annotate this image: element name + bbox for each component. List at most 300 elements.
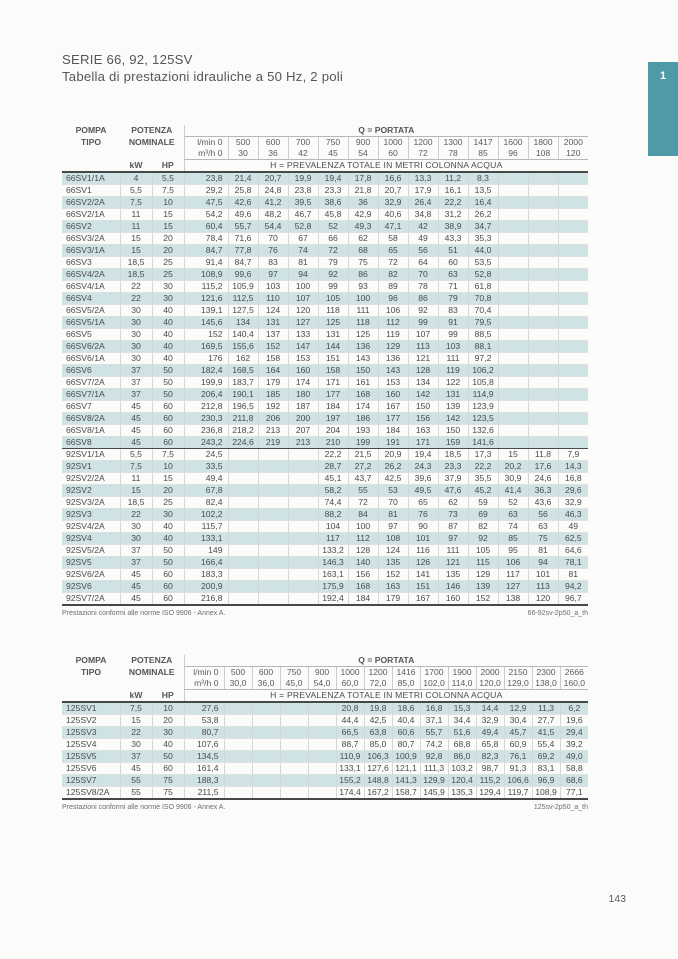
hp-cell: 20 [152, 233, 184, 245]
table-row [62, 413, 588, 425]
head-value-cell: 44,4 [336, 715, 364, 727]
col-header-hp: HP [152, 690, 184, 703]
head-value-cell: 74,4 [318, 497, 348, 509]
head-value-cell: 24,5 [184, 449, 228, 461]
head-value-cell [288, 521, 318, 533]
pump-type-cell: 66SV5/1A [62, 317, 120, 329]
head-value-cell [558, 353, 588, 365]
hp-cell: 50 [152, 365, 184, 377]
flow-lmin-header: 600 [252, 667, 280, 679]
head-value-cell: 64,6 [558, 545, 588, 557]
col-header-tipo: TIPO [80, 136, 102, 147]
head-value-cell: 159 [438, 437, 468, 449]
head-value-cell [558, 257, 588, 269]
head-value-cell: 65 [408, 497, 438, 509]
head-value-cell: 168 [348, 389, 378, 401]
head-value-cell: 161 [348, 377, 378, 389]
head-value-cell: 136 [348, 341, 378, 353]
head-value-cell: 103 [438, 341, 468, 353]
flow-m3h-header: 45 [318, 148, 348, 160]
kw-cell: 18,5 [120, 497, 152, 509]
table-row [62, 485, 588, 497]
head-value-cell [498, 413, 528, 425]
head-value-cell: 192,4 [318, 593, 348, 606]
table-row [62, 727, 588, 739]
head-value-cell: 121 [408, 353, 438, 365]
head-value-cell [528, 172, 558, 185]
head-value-cell: 88,7 [336, 739, 364, 751]
head-value-cell: 60,9 [504, 739, 532, 751]
performance-table [62, 655, 588, 800]
head-value-cell: 139,1 [184, 305, 228, 317]
head-value-cell: 132,6 [468, 425, 498, 437]
head-value-cell: 100 [348, 521, 378, 533]
head-value-cell: 34,4 [448, 715, 476, 727]
table-section-66-92sv [62, 125, 588, 617]
head-value-cell: 63 [528, 521, 558, 533]
head-value-cell: 204 [318, 425, 348, 437]
head-value-cell [258, 449, 288, 461]
head-value-cell: 91 [438, 317, 468, 329]
head-value-cell: 42,9 [348, 209, 378, 221]
head-value-cell [558, 305, 588, 317]
pump-type-cell: 66SV1/1A [62, 172, 120, 185]
head-value-cell [558, 221, 588, 233]
head-value-cell [558, 413, 588, 425]
head-value-cell [498, 197, 528, 209]
head-value-cell: 71 [438, 281, 468, 293]
head-value-cell [528, 185, 558, 197]
col-header-hp: HP [152, 160, 184, 173]
head-value-cell: 137 [258, 329, 288, 341]
head-value-cell: 171 [408, 437, 438, 449]
flow-m3h-header: 30 [228, 148, 258, 160]
head-value-cell: 141,6 [468, 437, 498, 449]
head-value-cell: 106 [498, 557, 528, 569]
head-value-cell: 35,3 [468, 233, 498, 245]
head-value-cell: 23,8 [288, 185, 318, 197]
head-value-cell [498, 281, 528, 293]
kw-cell: 11 [120, 209, 152, 221]
pump-type-cell: 125SV7 [62, 775, 120, 787]
head-value-cell: 131 [318, 329, 348, 341]
hp-cell: 30 [152, 281, 184, 293]
head-value-cell: 117 [318, 533, 348, 545]
head-value-cell: 86,0 [448, 751, 476, 763]
head-value-cell: 21,8 [348, 185, 378, 197]
head-value-cell: 48,2 [258, 209, 288, 221]
head-value-cell [528, 293, 558, 305]
head-value-cell: 81 [378, 509, 408, 521]
head-value-cell [288, 581, 318, 593]
head-value-cell: 120 [288, 305, 318, 317]
header-row [62, 137, 588, 149]
head-value-cell: 119,7 [504, 787, 532, 800]
head-value-cell: 91,3 [504, 763, 532, 775]
pump-type-cell: 66SV6/2A [62, 341, 120, 353]
head-value-cell: 84 [348, 509, 378, 521]
head-value-cell: 43,6 [528, 497, 558, 509]
head-value-cell: 58,8 [560, 763, 588, 775]
head-value-cell: 119 [438, 365, 468, 377]
head-value-cell: 92 [468, 533, 498, 545]
head-value-cell: 19,4 [408, 449, 438, 461]
pump-type-cell: 125SV3 [62, 727, 120, 739]
pump-type-cell: 92SV5 [62, 557, 120, 569]
head-value-cell: 152 [184, 329, 228, 341]
head-value-cell [558, 317, 588, 329]
head-value-cell: 41,4 [498, 485, 528, 497]
head-value-cell [228, 533, 258, 545]
head-value-cell: 39,2 [560, 739, 588, 751]
pump-type-cell: 66SV5/2A [62, 305, 120, 317]
table-row [62, 533, 588, 545]
pump-type-cell: 92SV1/1A [62, 449, 120, 461]
page-title-line1: SERIE 66, 92, 125SV [62, 52, 193, 67]
head-value-cell: 60,4 [184, 221, 228, 233]
head-value-cell: 51,6 [448, 727, 476, 739]
head-value-cell: 43,3 [438, 233, 468, 245]
head-value-cell [280, 739, 308, 751]
head-value-cell [498, 209, 528, 221]
flow-lmin-header: l/min 0 [184, 667, 224, 679]
head-value-cell: 108,9 [532, 787, 560, 800]
head-value-cell: 39,5 [288, 197, 318, 209]
head-value-cell: 45,1 [318, 473, 348, 485]
head-value-cell: 47,1 [378, 221, 408, 233]
head-value-cell [498, 389, 528, 401]
head-value-cell: 62,5 [558, 533, 588, 545]
hp-cell: 10 [152, 461, 184, 473]
spacer-cell [120, 678, 184, 690]
head-value-cell [280, 763, 308, 775]
head-value-cell: 135,3 [448, 787, 476, 800]
kw-cell: 22 [120, 293, 152, 305]
hp-cell: 40 [152, 521, 184, 533]
head-value-cell: 175,9 [318, 581, 348, 593]
head-value-cell: 108,9 [184, 269, 228, 281]
kw-cell: 18,5 [120, 257, 152, 269]
hp-cell: 20 [152, 485, 184, 497]
head-value-cell: 53,8 [184, 715, 224, 727]
head-value-cell [308, 702, 336, 715]
head-value-cell [558, 377, 588, 389]
table-row [62, 197, 588, 209]
pump-type-cell: 66SV8/2A [62, 413, 120, 425]
head-value-cell [252, 775, 280, 787]
head-value-cell: 79 [318, 257, 348, 269]
head-value-cell: 86 [348, 269, 378, 281]
head-value-cell: 97,2 [468, 353, 498, 365]
head-value-cell: 158 [258, 353, 288, 365]
head-value-cell: 112 [378, 317, 408, 329]
flow-lmin-header: 1600 [498, 137, 528, 149]
head-value-cell [498, 377, 528, 389]
head-value-cell: 135 [438, 569, 468, 581]
head-value-cell: 81 [288, 257, 318, 269]
table-row [62, 365, 588, 377]
head-value-cell [258, 473, 288, 485]
head-value-cell: 89 [378, 281, 408, 293]
head-value-cell [258, 521, 288, 533]
head-value-cell: 140,4 [228, 329, 258, 341]
flow-lmin-header: 1000 [336, 667, 364, 679]
head-value-cell [228, 569, 258, 581]
head-value-cell [252, 787, 280, 800]
head-value-cell: 52 [318, 221, 348, 233]
head-value-cell: 119 [378, 329, 408, 341]
head-value-cell: 133,1 [184, 533, 228, 545]
head-value-cell: 69 [468, 509, 498, 521]
head-value-cell: 64 [408, 257, 438, 269]
head-value-cell: 179 [378, 593, 408, 606]
col-header-kw: kW [120, 690, 152, 703]
table-row [62, 172, 588, 185]
kw-cell: 30 [120, 329, 152, 341]
head-value-cell [558, 269, 588, 281]
head-value-cell: 21,4 [228, 172, 258, 185]
head-value-cell: 53 [378, 485, 408, 497]
head-value-cell: 199,9 [184, 377, 228, 389]
head-value-cell: 152 [258, 341, 288, 353]
performance-table-125sv [62, 655, 588, 800]
head-value-cell: 17,9 [408, 185, 438, 197]
head-value-cell: 177 [318, 389, 348, 401]
head-value-cell: 61,8 [468, 281, 498, 293]
head-value-cell [228, 581, 258, 593]
table-row [62, 401, 588, 413]
head-value-cell: 145,9 [420, 787, 448, 800]
table-row [62, 245, 588, 257]
head-value-cell: 104 [318, 521, 348, 533]
flow-m3h-header: 36,0 [252, 678, 280, 690]
head-value-cell: 127,5 [228, 305, 258, 317]
head-value-cell [498, 317, 528, 329]
table-row [62, 221, 588, 233]
head-value-cell: 236,8 [184, 425, 228, 437]
head-value-cell: 113 [408, 341, 438, 353]
head-value-cell: 124 [378, 545, 408, 557]
head-value-cell: 16,8 [420, 702, 448, 715]
head-value-cell: 24,6 [528, 473, 558, 485]
head-value-cell: 71,6 [228, 233, 258, 245]
head-value-cell [224, 787, 252, 800]
head-value-cell: 81 [558, 569, 588, 581]
table-row [62, 389, 588, 401]
head-value-cell: 14,4 [476, 702, 504, 715]
head-value-cell: 78,4 [184, 233, 228, 245]
head-value-cell: 95 [498, 545, 528, 557]
head-value-cell: 46,3 [558, 509, 588, 521]
head-value-cell: 117 [498, 569, 528, 581]
flow-lmin-header: 1700 [420, 667, 448, 679]
flow-m3h-header: 72,0 [364, 678, 392, 690]
head-value-cell [228, 509, 258, 521]
head-value-cell [224, 715, 252, 727]
iso-footnote: Prestazioni conformi alle norme ISO 9906 - Annex A. [62, 610, 226, 617]
prevalenza-header: H = PREVALENZA TOTALE IN METRI COLONNA ACQUA [184, 690, 588, 703]
header-row [62, 678, 588, 690]
head-value-cell [288, 557, 318, 569]
table-row [62, 329, 588, 341]
head-value-cell: 84,7 [184, 245, 228, 257]
head-value-cell: 121 [438, 557, 468, 569]
flow-lmin-header: 750 [318, 137, 348, 149]
hp-cell: 40 [152, 353, 184, 365]
portata-header: Q = PORTATA [184, 125, 588, 137]
head-value-cell: 243,2 [184, 437, 228, 449]
hp-cell: 40 [152, 305, 184, 317]
head-value-cell: 19,9 [288, 172, 318, 185]
head-value-cell: 49 [558, 521, 588, 533]
head-value-cell [528, 305, 558, 317]
flow-lmin-header: 1417 [468, 137, 498, 149]
head-value-cell: 30,9 [498, 473, 528, 485]
head-value-cell: 16,6 [378, 172, 408, 185]
head-value-cell: 163 [408, 425, 438, 437]
head-value-cell: 84,7 [228, 257, 258, 269]
head-value-cell: 167,2 [364, 787, 392, 800]
table-row [62, 281, 588, 293]
head-value-cell [498, 293, 528, 305]
head-value-cell: 82 [468, 521, 498, 533]
head-value-cell [528, 329, 558, 341]
head-value-cell: 22,2 [468, 461, 498, 473]
flow-m3h-header: 30,0 [224, 678, 252, 690]
head-value-cell [258, 557, 288, 569]
head-value-cell: 105 [318, 293, 348, 305]
head-value-cell: 171 [318, 377, 348, 389]
head-value-cell: 115 [468, 557, 498, 569]
head-value-cell: 27,7 [532, 715, 560, 727]
head-value-cell: 118 [318, 305, 348, 317]
spacer-cell [120, 148, 184, 160]
head-value-cell: 94 [528, 557, 558, 569]
head-value-cell: 87 [438, 521, 468, 533]
head-value-cell: 163,1 [318, 569, 348, 581]
head-value-cell: 47,5 [184, 197, 228, 209]
head-value-cell: 183,7 [228, 377, 258, 389]
head-value-cell: 39,6 [408, 473, 438, 485]
head-value-cell [252, 727, 280, 739]
page-title-line2: Tabella di prestazioni idrauliche a 50 Hz, 2 poli [62, 68, 344, 84]
flow-m3h-header: 96 [498, 148, 528, 160]
head-value-cell: 36,3 [528, 485, 558, 497]
head-value-cell: 59 [468, 497, 498, 509]
head-value-cell: 147 [288, 341, 318, 353]
head-value-cell: 152 [378, 569, 408, 581]
head-value-cell: 22,2 [438, 197, 468, 209]
hp-cell: 40 [152, 533, 184, 545]
head-value-cell: 82 [378, 269, 408, 281]
head-value-cell: 70 [378, 497, 408, 509]
head-value-cell: 105,8 [468, 377, 498, 389]
table-row [62, 461, 588, 473]
hp-cell: 75 [152, 775, 184, 787]
head-value-cell: 13,5 [468, 185, 498, 197]
kw-cell: 37 [120, 377, 152, 389]
pump-type-cell: 92SV7/2A [62, 593, 120, 606]
head-value-cell: 174 [348, 401, 378, 413]
head-value-cell: 12,9 [504, 702, 532, 715]
page-number: 143 [608, 893, 626, 905]
head-value-cell: 94,2 [558, 581, 588, 593]
pump-type-cell: 92SV2/2A [62, 473, 120, 485]
head-value-cell: 151 [318, 353, 348, 365]
hp-cell: 7,5 [152, 449, 184, 461]
table-row [62, 787, 588, 800]
head-value-cell [528, 353, 558, 365]
pump-type-cell: 66SV4 [62, 293, 120, 305]
head-value-cell: 74 [288, 245, 318, 257]
head-value-cell: 20,9 [378, 449, 408, 461]
head-value-cell: 149 [184, 545, 228, 557]
pump-type-cell: 66SV8 [62, 437, 120, 449]
head-value-cell: 26,4 [408, 197, 438, 209]
head-value-cell: 139 [438, 401, 468, 413]
head-value-cell: 100,9 [392, 751, 420, 763]
head-value-cell: 211,5 [184, 787, 224, 800]
head-value-cell: 120,4 [448, 775, 476, 787]
head-value-cell: 97 [438, 533, 468, 545]
head-value-cell: 160 [438, 593, 468, 606]
flow-m3h-header: 85,0 [392, 678, 420, 690]
hp-cell: 40 [152, 317, 184, 329]
flow-lmin-header: 600 [258, 137, 288, 149]
table-row [62, 353, 588, 365]
head-value-cell: 70 [408, 269, 438, 281]
kw-cell: 45 [120, 593, 152, 606]
head-value-cell: 41,5 [532, 727, 560, 739]
head-value-cell: 111 [438, 353, 468, 365]
head-value-cell: 49,4 [476, 727, 504, 739]
head-value-cell: 224,6 [228, 437, 258, 449]
head-value-cell: 134 [228, 317, 258, 329]
pump-type-cell: 92SV6 [62, 581, 120, 593]
flow-lmin-header: 700 [288, 137, 318, 149]
flow-lmin-header: 2000 [558, 137, 588, 149]
head-value-cell: 106 [378, 305, 408, 317]
spacer-cell [62, 678, 120, 690]
head-value-cell: 106,6 [504, 775, 532, 787]
head-value-cell: 134 [408, 377, 438, 389]
flow-lmin-header: l/min 0 [184, 137, 228, 149]
flow-m3h-header: 108 [528, 148, 558, 160]
head-value-cell [228, 473, 258, 485]
head-value-cell [498, 353, 528, 365]
table-section-125sv [62, 655, 588, 811]
head-value-cell: 206,4 [184, 389, 228, 401]
head-value-cell: 62 [438, 497, 468, 509]
kw-cell: 22 [120, 281, 152, 293]
head-value-cell: 80,7 [392, 739, 420, 751]
head-value-cell: 112,5 [228, 293, 258, 305]
flow-m3h-header: 36 [258, 148, 288, 160]
head-value-cell: 177 [378, 413, 408, 425]
head-value-cell [498, 365, 528, 377]
head-value-cell: 8,3 [468, 172, 498, 185]
head-value-cell [288, 533, 318, 545]
head-value-cell [288, 569, 318, 581]
head-value-cell: 150 [438, 425, 468, 437]
head-value-cell: 218,2 [228, 425, 258, 437]
head-value-cell: 206 [258, 413, 288, 425]
head-value-cell: 53,5 [468, 257, 498, 269]
head-value-cell: 91,4 [184, 257, 228, 269]
head-value-cell: 66 [318, 233, 348, 245]
head-value-cell: 11,8 [528, 449, 558, 461]
head-value-cell: 52,8 [468, 269, 498, 281]
